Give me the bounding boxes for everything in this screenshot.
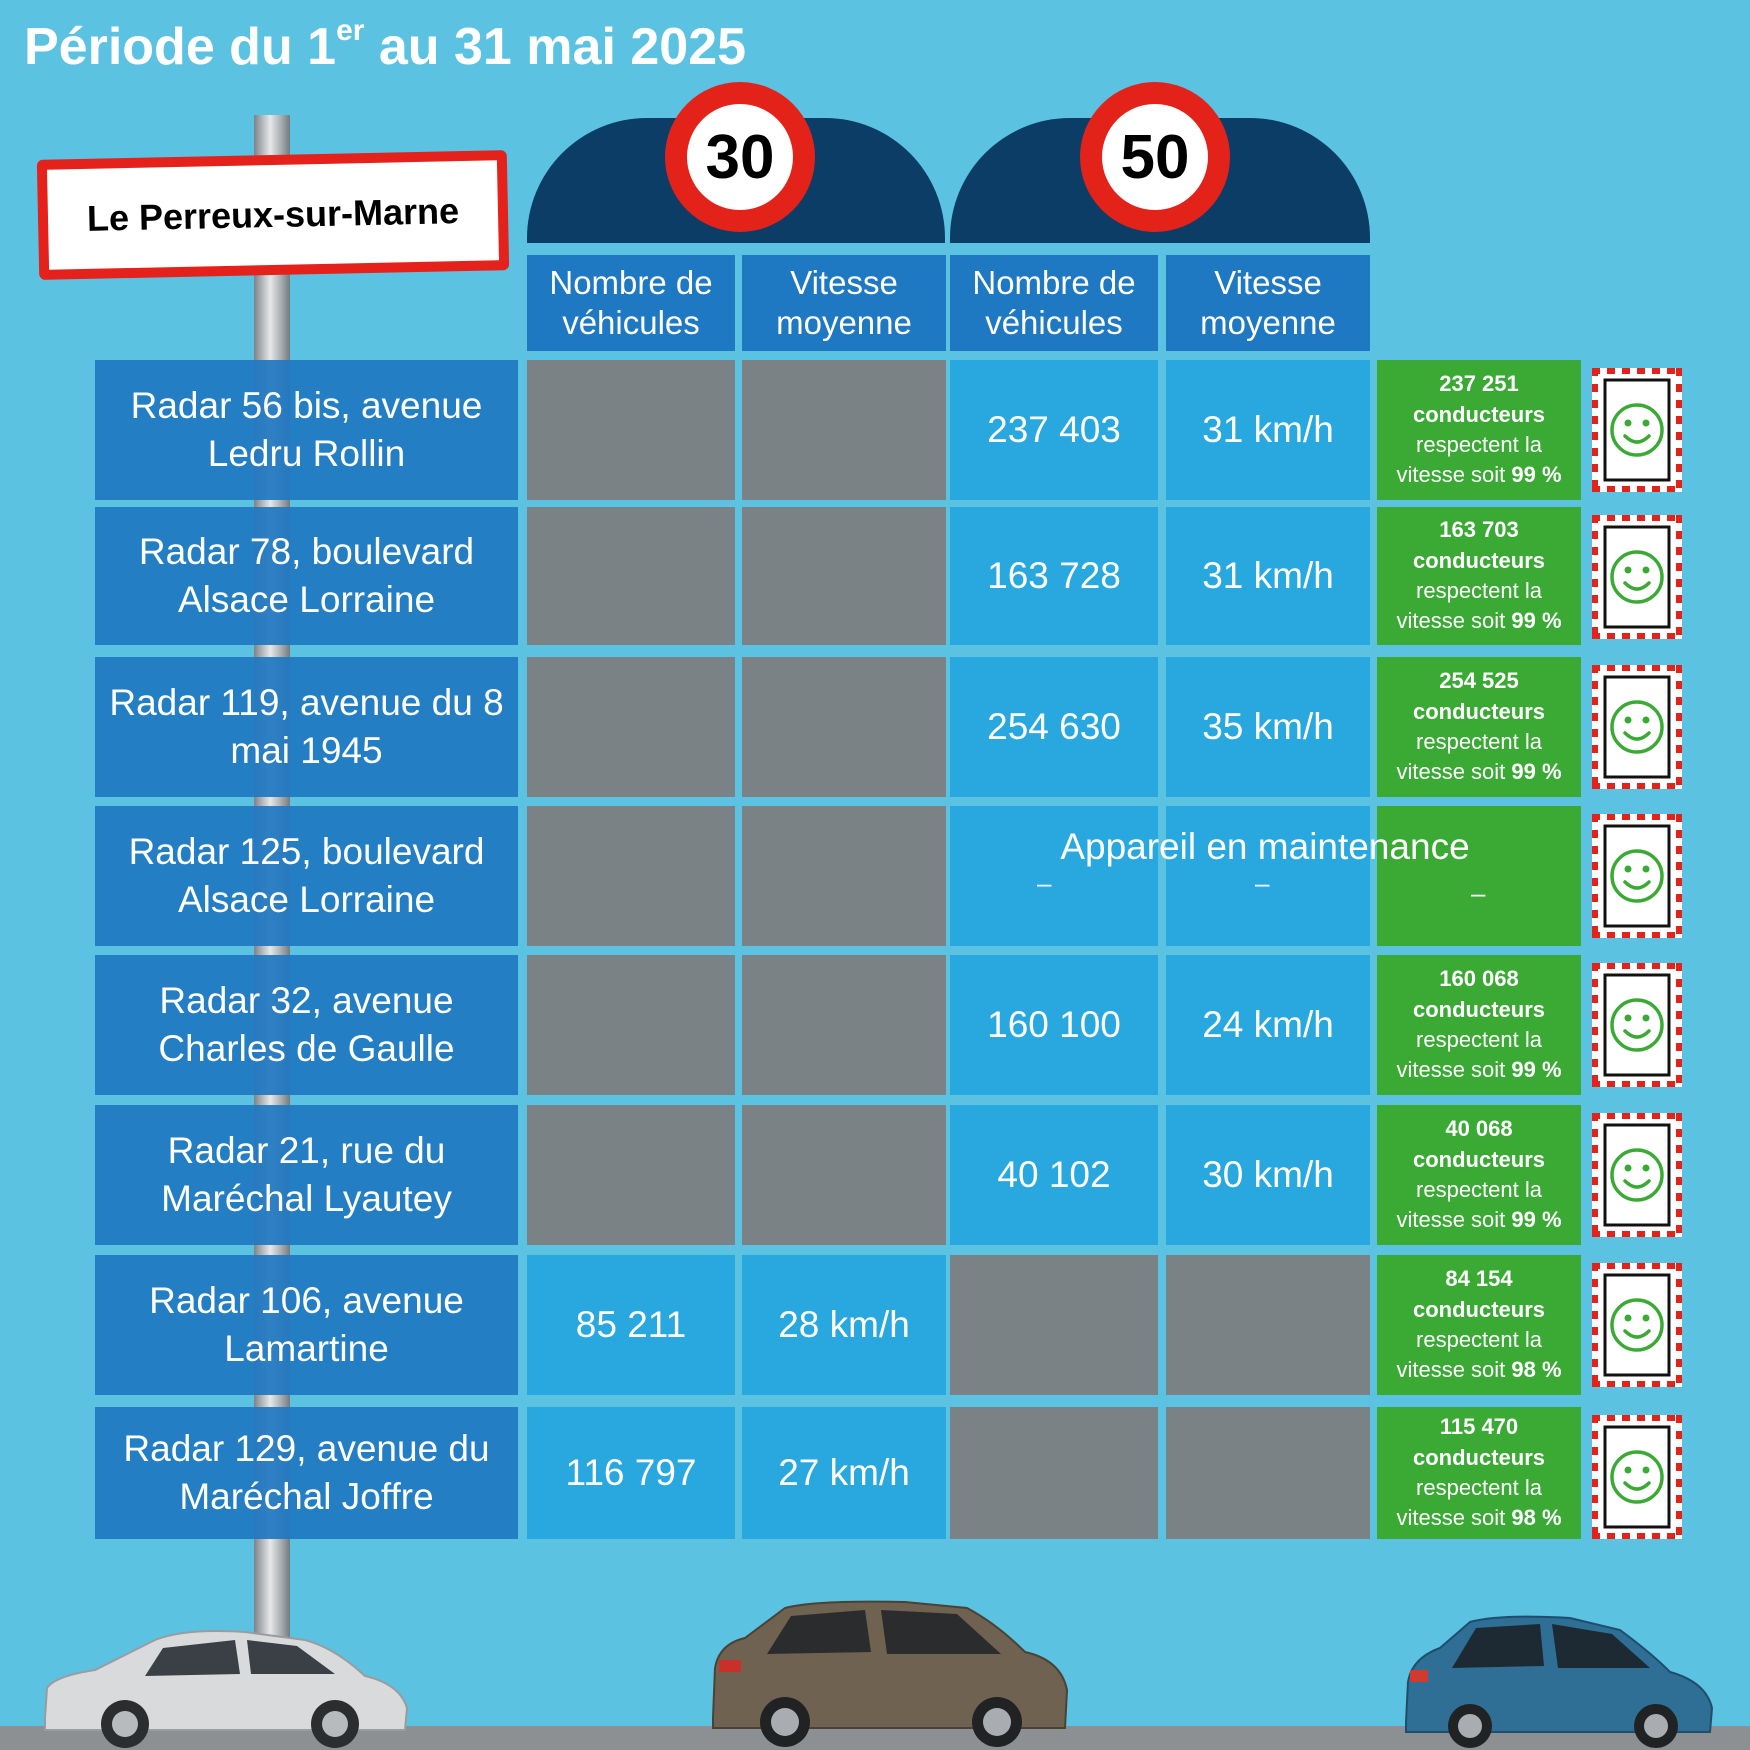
radar-label: Radar 32, avenue Charles de Gaulle — [95, 955, 518, 1095]
cell-speed-50: 31 km/h — [1166, 507, 1370, 645]
compliant-percent-line: vitesse soit 99 % — [1396, 462, 1562, 488]
compliant-percent-line: vitesse soit 98 % — [1396, 1357, 1562, 1383]
radar-label: Radar 129, avenue du Maréchal Joffre — [95, 1407, 518, 1539]
compliant-label: conducteurs — [1412, 1146, 1546, 1172]
smiley-sign-icon — [1592, 515, 1682, 639]
cell-count-50: 254 630 — [950, 657, 1158, 797]
cell-speed-50: 30 km/h — [1166, 1105, 1370, 1245]
compliant-percent-line: vitesse soit 99 % — [1396, 1207, 1562, 1233]
compliance-box — [1377, 1255, 1581, 1395]
compliant-label: conducteurs — [1412, 547, 1546, 573]
compliant-count: 237 251 — [1439, 371, 1519, 397]
compliant-text: respectent la — [1416, 432, 1542, 457]
header-count-50: Nombre de véhicules — [950, 255, 1158, 351]
compliant-text: respectent la — [1416, 1475, 1542, 1500]
compliance-box — [1377, 657, 1581, 797]
cell-count-50 — [950, 1407, 1158, 1539]
compliant-label: conducteurs — [1412, 1296, 1546, 1322]
compliant-label: conducteurs — [1412, 698, 1546, 724]
compliant-count: 254 525 — [1439, 668, 1519, 694]
cell-speed-30 — [742, 360, 946, 500]
cell-speed-50 — [1166, 1255, 1370, 1395]
smiley-sign-icon — [1592, 1415, 1682, 1539]
cell-count-50 — [950, 1255, 1158, 1395]
radar-label: Radar 125, boulevard Alsace Lorraine — [95, 806, 518, 946]
cell-count-30: 85 211 — [527, 1255, 735, 1395]
dash-mark: – — [1471, 878, 1486, 908]
compliance-box — [1377, 1407, 1581, 1539]
cell-count-30 — [527, 955, 735, 1095]
compliant-label: conducteurs — [1412, 1444, 1546, 1470]
cell-count-30 — [527, 360, 735, 500]
cell-count-30 — [527, 657, 735, 797]
compliant-count: 40 068 — [1445, 1116, 1513, 1142]
period-title: Période du 1er au 31 mai 2025 — [24, 14, 747, 76]
compliant-text: respectent la — [1416, 1027, 1542, 1052]
cell-speed-50: 35 km/h — [1166, 657, 1370, 797]
compliant-text: respectent la — [1416, 578, 1542, 603]
smiley-sign-icon — [1592, 665, 1682, 789]
cell-count-30 — [527, 1105, 735, 1245]
radar-label: Radar 56 bis, avenue Ledru Rollin — [95, 360, 518, 500]
header-count-30: Nombre de véhicules — [527, 255, 735, 351]
compliant-count: 160 068 — [1439, 966, 1519, 992]
cell-count-30 — [527, 507, 735, 645]
cell-count-50: 160 100 — [950, 955, 1158, 1095]
compliant-text: respectent la — [1416, 1327, 1542, 1352]
cell-speed-30: 27 km/h — [742, 1407, 946, 1539]
compliant-percent-line: vitesse soit 98 % — [1396, 1505, 1562, 1531]
car-icon — [35, 1618, 415, 1748]
compliant-label: conducteurs — [1412, 401, 1546, 427]
cell-count-50: 163 728 — [950, 507, 1158, 645]
compliant-text: respectent la — [1416, 1177, 1542, 1202]
header-speed-50: Vitesse moyenne — [1166, 255, 1370, 351]
compliant-count: 84 154 — [1445, 1266, 1513, 1292]
compliance-box — [1377, 955, 1581, 1095]
compliant-text: respectent la — [1416, 729, 1542, 754]
cell-speed-50: 31 km/h — [1166, 360, 1370, 500]
header-speed-30: Vitesse moyenne — [742, 255, 946, 351]
smiley-sign-icon — [1592, 814, 1682, 938]
compliant-percent-line: vitesse soit 99 % — [1396, 608, 1562, 634]
radar-label: Radar 119, avenue du 8 mai 1945 — [95, 657, 518, 797]
compliant-percent-line: vitesse soit 99 % — [1396, 759, 1562, 785]
compliant-count: 115 470 — [1439, 1414, 1519, 1440]
radar-label: Radar 78, boulevard Alsace Lorraine — [95, 507, 518, 645]
compliance-box — [1377, 1105, 1581, 1245]
compliant-percent-line: vitesse soit 99 % — [1396, 1057, 1562, 1083]
compliance-box — [1377, 507, 1581, 645]
cell-count-50: 40 102 — [950, 1105, 1158, 1245]
smiley-sign-icon — [1592, 963, 1682, 1087]
car-icon — [1400, 1612, 1720, 1748]
cell-count-30 — [527, 806, 735, 946]
radar-label: Radar 21, rue du Maréchal Lyautey — [95, 1105, 518, 1245]
cell-count-30: 116 797 — [527, 1407, 735, 1539]
car-icon — [705, 1598, 1075, 1748]
city-sign — [37, 150, 509, 280]
cell-speed-50 — [1166, 1407, 1370, 1539]
cell-speed-30 — [742, 955, 946, 1095]
city-name: Le Perreux-sur-Marne — [47, 160, 499, 269]
cell-speed-30: 28 km/h — [742, 1255, 946, 1395]
dash-mark: – — [1255, 868, 1270, 898]
cell-count-50: 237 403 — [950, 360, 1158, 500]
compliant-count: 163 703 — [1439, 517, 1519, 543]
smiley-sign-icon — [1592, 368, 1682, 492]
speed-limit-30-icon: 30 — [665, 82, 815, 232]
compliance-box — [1377, 360, 1581, 500]
compliant-label: conducteurs — [1412, 996, 1546, 1022]
smiley-sign-icon — [1592, 1113, 1682, 1237]
cell-speed-50: 24 km/h — [1166, 955, 1370, 1095]
speed-limit-50-icon: 50 — [1080, 82, 1230, 232]
cell-speed-30 — [742, 806, 946, 946]
dash-mark: – — [1037, 868, 1052, 898]
cell-speed-30 — [742, 507, 946, 645]
radar-label: Radar 106, avenue Lamartine — [95, 1255, 518, 1395]
cell-speed-30 — [742, 657, 946, 797]
cell-speed-30 — [742, 1105, 946, 1245]
maintenance-notice: Appareil en maintenance — [1060, 826, 1470, 867]
smiley-sign-icon — [1592, 1263, 1682, 1387]
